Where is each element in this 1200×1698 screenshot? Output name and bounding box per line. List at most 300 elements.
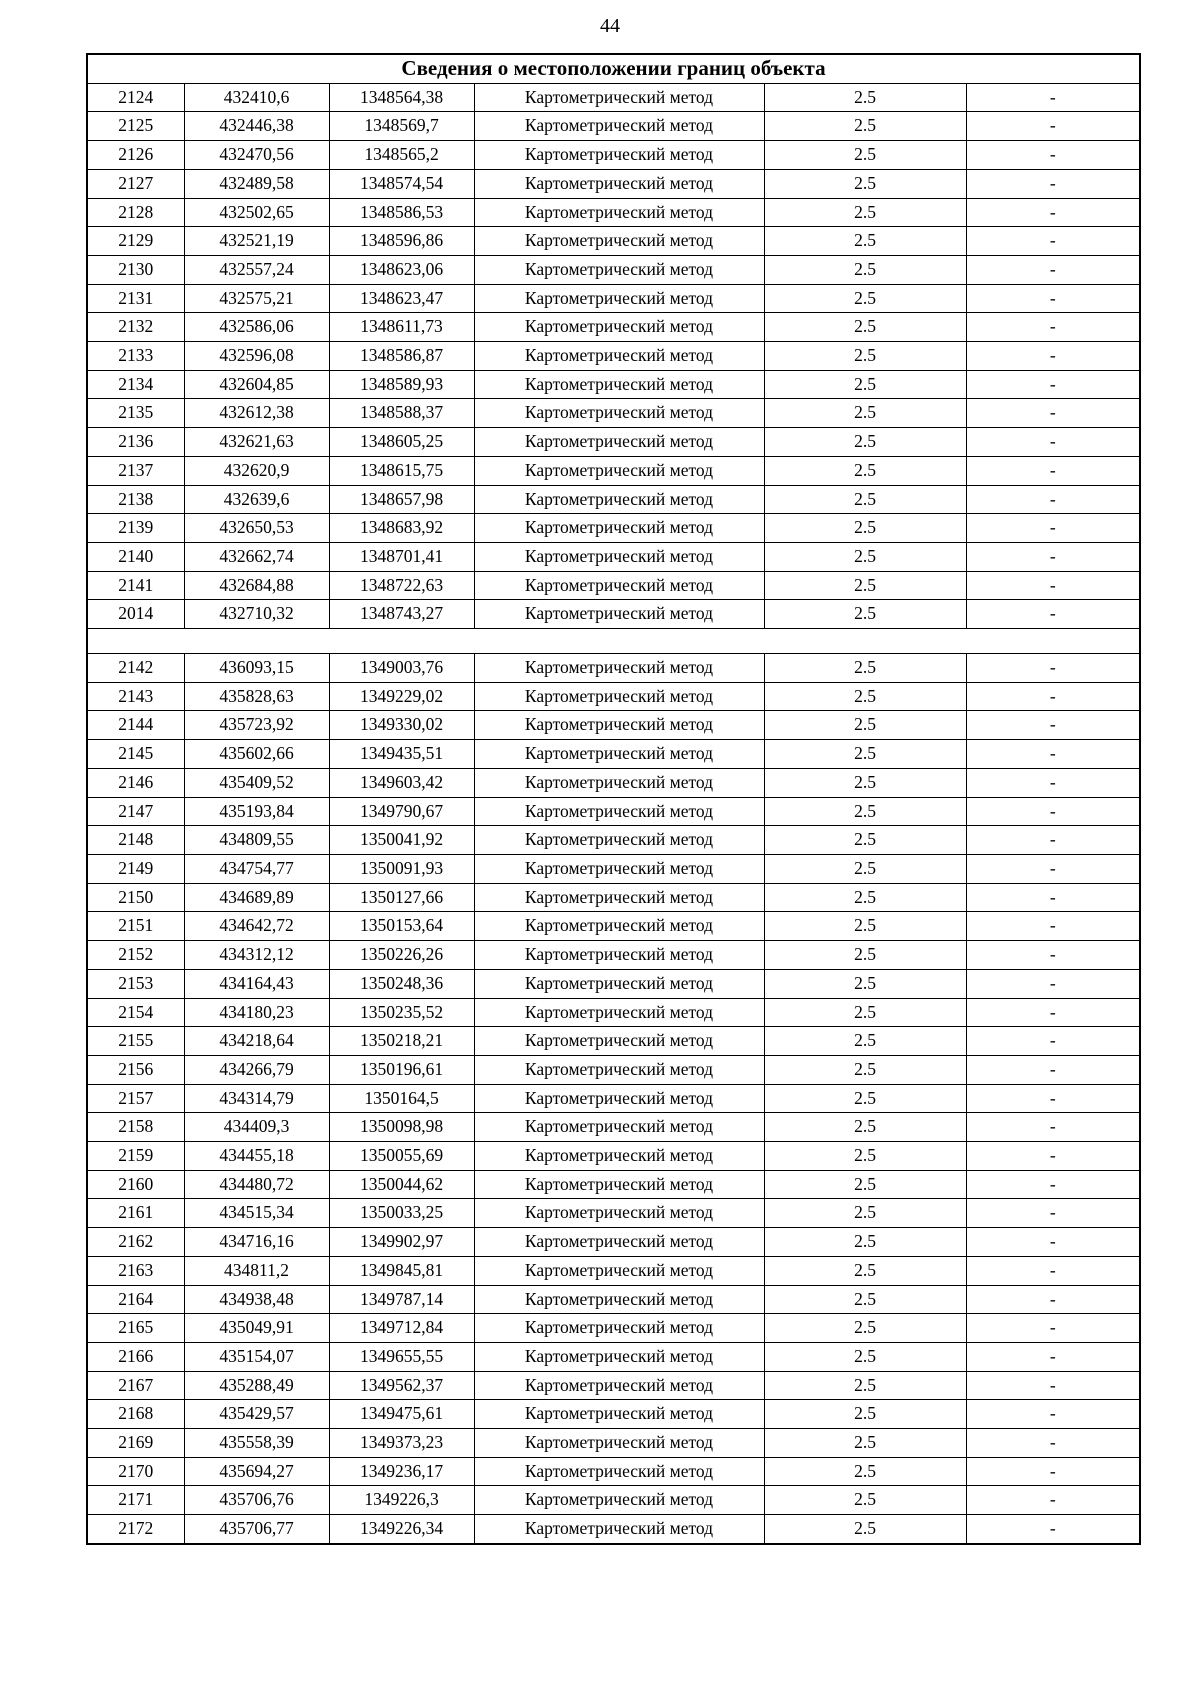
accuracy-cell: 2.5 — [764, 399, 966, 428]
description-cell: - — [966, 969, 1140, 998]
description-cell: - — [966, 1256, 1140, 1285]
x-coordinate-cell: 435558,39 — [184, 1429, 329, 1458]
description-cell: - — [966, 370, 1140, 399]
x-coordinate-cell: 432621,63 — [184, 428, 329, 457]
point-number-cell: 2128 — [87, 198, 184, 227]
x-coordinate-cell: 435288,49 — [184, 1371, 329, 1400]
table-row — [87, 711, 1140, 740]
x-coordinate-cell: 435694,27 — [184, 1457, 329, 1486]
x-coordinate-cell: 432620,9 — [184, 456, 329, 485]
method-cell: Картометрический метод — [474, 514, 764, 543]
accuracy-cell: 2.5 — [764, 227, 966, 256]
description-cell: - — [966, 600, 1140, 629]
table-row — [87, 370, 1140, 399]
method-cell: Картометрический метод — [474, 912, 764, 941]
method-cell: Картометрический метод — [474, 1429, 764, 1458]
table-row — [87, 969, 1140, 998]
method-cell: Картометрический метод — [474, 1084, 764, 1113]
y-coordinate-cell: 1348565,2 — [329, 141, 474, 170]
table-row — [87, 1342, 1140, 1371]
point-number-cell: 2166 — [87, 1342, 184, 1371]
description-cell: - — [966, 399, 1140, 428]
y-coordinate-cell: 1348569,7 — [329, 112, 474, 141]
table-row — [87, 1142, 1140, 1171]
y-coordinate-cell: 1349712,84 — [329, 1314, 474, 1343]
method-cell: Картометрический метод — [474, 768, 764, 797]
point-number-cell: 2143 — [87, 682, 184, 711]
accuracy-cell: 2.5 — [764, 284, 966, 313]
table-row — [87, 112, 1140, 141]
accuracy-cell: 2.5 — [764, 854, 966, 883]
accuracy-cell: 2.5 — [764, 1199, 966, 1228]
description-cell: - — [966, 1084, 1140, 1113]
description-cell: - — [966, 313, 1140, 342]
accuracy-cell: 2.5 — [764, 485, 966, 514]
point-number-cell: 2165 — [87, 1314, 184, 1343]
description-cell: - — [966, 1400, 1140, 1429]
table-row — [87, 1084, 1140, 1113]
point-number-cell: 2151 — [87, 912, 184, 941]
x-coordinate-cell: 432557,24 — [184, 255, 329, 284]
x-coordinate-cell: 435602,66 — [184, 740, 329, 769]
y-coordinate-cell: 1348611,73 — [329, 313, 474, 342]
y-coordinate-cell: 1349562,37 — [329, 1371, 474, 1400]
method-cell: Картометрический метод — [474, 313, 764, 342]
method-cell: Картометрический метод — [474, 740, 764, 769]
method-cell: Картометрический метод — [474, 169, 764, 198]
accuracy-cell: 2.5 — [764, 1457, 966, 1486]
point-number-cell: 2154 — [87, 998, 184, 1027]
description-cell: - — [966, 1515, 1140, 1544]
table-row — [87, 83, 1140, 112]
table-row — [87, 342, 1140, 371]
y-coordinate-cell: 1350033,25 — [329, 1199, 474, 1228]
method-cell: Картометрический метод — [474, 542, 764, 571]
method-cell: Картометрический метод — [474, 1228, 764, 1257]
accuracy-cell: 2.5 — [764, 1285, 966, 1314]
accuracy-cell: 2.5 — [764, 1400, 966, 1429]
table-row — [87, 1486, 1140, 1515]
description-cell: - — [966, 797, 1140, 826]
table-row — [87, 1027, 1140, 1056]
x-coordinate-cell: 434515,34 — [184, 1199, 329, 1228]
accuracy-cell: 2.5 — [764, 1515, 966, 1544]
table-row — [87, 169, 1140, 198]
x-coordinate-cell: 432684,88 — [184, 571, 329, 600]
point-number-cell: 2168 — [87, 1400, 184, 1429]
description-cell: - — [966, 284, 1140, 313]
point-number-cell: 2127 — [87, 169, 184, 198]
description-cell: - — [966, 141, 1140, 170]
y-coordinate-cell: 1349236,17 — [329, 1457, 474, 1486]
table-row — [87, 797, 1140, 826]
y-coordinate-cell: 1348623,06 — [329, 255, 474, 284]
x-coordinate-cell: 432639,6 — [184, 485, 329, 514]
x-coordinate-cell: 434218,64 — [184, 1027, 329, 1056]
table-row — [87, 313, 1140, 342]
accuracy-cell: 2.5 — [764, 370, 966, 399]
point-number-cell: 2150 — [87, 883, 184, 912]
table-row — [87, 227, 1140, 256]
table-row — [87, 141, 1140, 170]
description-cell: - — [966, 1314, 1140, 1343]
x-coordinate-cell: 434312,12 — [184, 941, 329, 970]
point-number-cell: 2144 — [87, 711, 184, 740]
y-coordinate-cell: 1349330,02 — [329, 711, 474, 740]
table-row — [87, 682, 1140, 711]
table-row — [87, 1256, 1140, 1285]
description-cell: - — [966, 83, 1140, 112]
point-number-cell: 2159 — [87, 1142, 184, 1171]
accuracy-cell: 2.5 — [764, 1342, 966, 1371]
accuracy-cell: 2.5 — [764, 998, 966, 1027]
description-cell: - — [966, 912, 1140, 941]
table-row — [87, 1371, 1140, 1400]
table-row — [87, 1113, 1140, 1142]
point-number-cell: 2163 — [87, 1256, 184, 1285]
method-cell: Картометрический метод — [474, 1113, 764, 1142]
method-cell: Картометрический метод — [474, 1515, 764, 1544]
accuracy-cell: 2.5 — [764, 141, 966, 170]
point-number-cell: 2161 — [87, 1199, 184, 1228]
accuracy-cell: 2.5 — [764, 740, 966, 769]
point-number-cell: 2156 — [87, 1055, 184, 1084]
method-cell: Картометрический метод — [474, 1285, 764, 1314]
y-coordinate-cell: 1350226,26 — [329, 941, 474, 970]
accuracy-cell: 2.5 — [764, 654, 966, 683]
y-coordinate-cell: 1349787,14 — [329, 1285, 474, 1314]
table-row — [87, 284, 1140, 313]
x-coordinate-cell: 434689,89 — [184, 883, 329, 912]
point-number-cell: 2169 — [87, 1429, 184, 1458]
method-cell: Картометрический метод — [474, 141, 764, 170]
y-coordinate-cell: 1348588,37 — [329, 399, 474, 428]
accuracy-cell: 2.5 — [764, 169, 966, 198]
description-cell: - — [966, 1285, 1140, 1314]
point-number-cell: 2137 — [87, 456, 184, 485]
x-coordinate-cell: 432446,38 — [184, 112, 329, 141]
y-coordinate-cell: 1350044,62 — [329, 1170, 474, 1199]
point-number-cell: 2164 — [87, 1285, 184, 1314]
point-number-cell: 2152 — [87, 941, 184, 970]
description-cell: - — [966, 1457, 1140, 1486]
point-number-cell: 2135 — [87, 399, 184, 428]
accuracy-cell: 2.5 — [764, 1084, 966, 1113]
y-coordinate-cell: 1349790,67 — [329, 797, 474, 826]
description-cell: - — [966, 941, 1140, 970]
x-coordinate-cell: 432502,65 — [184, 198, 329, 227]
accuracy-cell: 2.5 — [764, 600, 966, 629]
accuracy-cell: 2.5 — [764, 1314, 966, 1343]
y-coordinate-cell: 1348586,53 — [329, 198, 474, 227]
y-coordinate-cell: 1349373,23 — [329, 1429, 474, 1458]
table-row — [87, 941, 1140, 970]
table-title-row — [87, 54, 1140, 83]
accuracy-cell: 2.5 — [764, 1486, 966, 1515]
y-coordinate-cell: 1348743,27 — [329, 600, 474, 629]
x-coordinate-cell: 434754,77 — [184, 854, 329, 883]
description-cell: - — [966, 542, 1140, 571]
method-cell: Картометрический метод — [474, 1486, 764, 1515]
method-cell: Картометрический метод — [474, 83, 764, 112]
x-coordinate-cell: 434266,79 — [184, 1055, 329, 1084]
accuracy-cell: 2.5 — [764, 571, 966, 600]
table-row — [87, 1199, 1140, 1228]
accuracy-cell: 2.5 — [764, 1142, 966, 1171]
description-cell: - — [966, 854, 1140, 883]
description-cell: - — [966, 227, 1140, 256]
y-coordinate-cell: 1350153,64 — [329, 912, 474, 941]
method-cell: Картометрический метод — [474, 682, 764, 711]
x-coordinate-cell: 436093,15 — [184, 654, 329, 683]
y-coordinate-cell: 1349435,51 — [329, 740, 474, 769]
table-row — [87, 456, 1140, 485]
group-separator-row — [87, 629, 1140, 654]
x-coordinate-cell: 432596,08 — [184, 342, 329, 371]
point-number-cell: 2140 — [87, 542, 184, 571]
method-cell: Картометрический метод — [474, 1199, 764, 1228]
page-number: 44 — [600, 15, 620, 37]
y-coordinate-cell: 1348586,87 — [329, 342, 474, 371]
description-cell: - — [966, 428, 1140, 457]
point-number-cell: 2130 — [87, 255, 184, 284]
description-cell: - — [966, 571, 1140, 600]
point-number-cell: 2170 — [87, 1457, 184, 1486]
method-cell: Картометрический метод — [474, 1256, 764, 1285]
y-coordinate-cell: 1348564,38 — [329, 83, 474, 112]
accuracy-cell: 2.5 — [764, 342, 966, 371]
description-cell: - — [966, 998, 1140, 1027]
accuracy-cell: 2.5 — [764, 883, 966, 912]
x-coordinate-cell: 432470,56 — [184, 141, 329, 170]
x-coordinate-cell: 432612,38 — [184, 399, 329, 428]
table-title: Сведения о местоположении границ объекта — [87, 54, 1140, 83]
x-coordinate-cell: 432662,74 — [184, 542, 329, 571]
method-cell: Картометрический метод — [474, 941, 764, 970]
x-coordinate-cell: 434480,72 — [184, 1170, 329, 1199]
x-coordinate-cell: 432575,21 — [184, 284, 329, 313]
method-cell: Картометрический метод — [474, 1400, 764, 1429]
accuracy-cell: 2.5 — [764, 1170, 966, 1199]
point-number-cell: 2167 — [87, 1371, 184, 1400]
table-body — [87, 54, 1140, 1544]
method-cell: Картометрический метод — [474, 227, 764, 256]
table-row — [87, 854, 1140, 883]
y-coordinate-cell: 1350164,5 — [329, 1084, 474, 1113]
method-cell: Картометрический метод — [474, 826, 764, 855]
description-cell: - — [966, 1342, 1140, 1371]
accuracy-cell: 2.5 — [764, 542, 966, 571]
point-number-cell: 2129 — [87, 227, 184, 256]
table-row — [87, 428, 1140, 457]
method-cell: Картометрический метод — [474, 1055, 764, 1084]
y-coordinate-cell: 1348589,93 — [329, 370, 474, 399]
description-cell: - — [966, 112, 1140, 141]
description-cell: - — [966, 1055, 1140, 1084]
table-row — [87, 740, 1140, 769]
accuracy-cell: 2.5 — [764, 941, 966, 970]
table-row — [87, 1429, 1140, 1458]
boundary-coordinates-table — [86, 53, 1141, 1545]
table-row — [87, 198, 1140, 227]
table-row — [87, 654, 1140, 683]
description-cell: - — [966, 255, 1140, 284]
method-cell: Картометрический метод — [474, 1142, 764, 1171]
table-row — [87, 1515, 1140, 1544]
x-coordinate-cell: 432710,32 — [184, 600, 329, 629]
accuracy-cell: 2.5 — [764, 969, 966, 998]
x-coordinate-cell: 435409,52 — [184, 768, 329, 797]
accuracy-cell: 2.5 — [764, 83, 966, 112]
y-coordinate-cell: 1348657,98 — [329, 485, 474, 514]
method-cell: Картометрический метод — [474, 654, 764, 683]
table-row — [87, 768, 1140, 797]
x-coordinate-cell: 432489,58 — [184, 169, 329, 198]
table-row — [87, 571, 1140, 600]
y-coordinate-cell: 1348722,63 — [329, 571, 474, 600]
description-cell: - — [966, 1170, 1140, 1199]
method-cell: Картометрический метод — [474, 485, 764, 514]
point-number-cell: 2160 — [87, 1170, 184, 1199]
method-cell: Картометрический метод — [474, 998, 764, 1027]
x-coordinate-cell: 432586,06 — [184, 313, 329, 342]
description-cell: - — [966, 1199, 1140, 1228]
accuracy-cell: 2.5 — [764, 1429, 966, 1458]
y-coordinate-cell: 1349845,81 — [329, 1256, 474, 1285]
point-number-cell: 2153 — [87, 969, 184, 998]
point-number-cell: 2125 — [87, 112, 184, 141]
accuracy-cell: 2.5 — [764, 797, 966, 826]
x-coordinate-cell: 434811,2 — [184, 1256, 329, 1285]
accuracy-cell: 2.5 — [764, 682, 966, 711]
accuracy-cell: 2.5 — [764, 255, 966, 284]
y-coordinate-cell: 1349226,3 — [329, 1486, 474, 1515]
x-coordinate-cell: 434809,55 — [184, 826, 329, 855]
description-cell: - — [966, 682, 1140, 711]
description-cell: - — [966, 1486, 1140, 1515]
accuracy-cell: 2.5 — [764, 1228, 966, 1257]
method-cell: Картометрический метод — [474, 198, 764, 227]
method-cell: Картометрический метод — [474, 969, 764, 998]
method-cell: Картометрический метод — [474, 854, 764, 883]
table-row — [87, 1055, 1140, 1084]
point-number-cell: 2158 — [87, 1113, 184, 1142]
point-number-cell: 2131 — [87, 284, 184, 313]
accuracy-cell: 2.5 — [764, 826, 966, 855]
x-coordinate-cell: 435706,76 — [184, 1486, 329, 1515]
description-cell: - — [966, 740, 1140, 769]
group-separator-cell — [87, 629, 1140, 654]
accuracy-cell: 2.5 — [764, 313, 966, 342]
x-coordinate-cell: 434180,23 — [184, 998, 329, 1027]
x-coordinate-cell: 434716,16 — [184, 1228, 329, 1257]
description-cell: - — [966, 1027, 1140, 1056]
y-coordinate-cell: 1348701,41 — [329, 542, 474, 571]
y-coordinate-cell: 1349655,55 — [329, 1342, 474, 1371]
method-cell: Картометрический метод — [474, 399, 764, 428]
description-cell: - — [966, 342, 1140, 371]
method-cell: Картометрический метод — [474, 456, 764, 485]
y-coordinate-cell: 1350055,69 — [329, 1142, 474, 1171]
point-number-cell: 2149 — [87, 854, 184, 883]
accuracy-cell: 2.5 — [764, 1027, 966, 1056]
method-cell: Картометрический метод — [474, 112, 764, 141]
accuracy-cell: 2.5 — [764, 912, 966, 941]
description-cell: - — [966, 1142, 1140, 1171]
y-coordinate-cell: 1349229,02 — [329, 682, 474, 711]
x-coordinate-cell: 432410,6 — [184, 83, 329, 112]
method-cell: Картометрический метод — [474, 797, 764, 826]
description-cell: - — [966, 1228, 1140, 1257]
method-cell: Картометрический метод — [474, 600, 764, 629]
description-cell: - — [966, 1113, 1140, 1142]
accuracy-cell: 2.5 — [764, 1256, 966, 1285]
y-coordinate-cell: 1348605,25 — [329, 428, 474, 457]
point-number-cell: 2146 — [87, 768, 184, 797]
y-coordinate-cell: 1350127,66 — [329, 883, 474, 912]
accuracy-cell: 2.5 — [764, 456, 966, 485]
x-coordinate-cell: 435429,57 — [184, 1400, 329, 1429]
point-number-cell: 2139 — [87, 514, 184, 543]
table-row — [87, 255, 1140, 284]
x-coordinate-cell: 435193,84 — [184, 797, 329, 826]
x-coordinate-cell: 435706,77 — [184, 1515, 329, 1544]
method-cell: Картометрический метод — [474, 883, 764, 912]
x-coordinate-cell: 432521,19 — [184, 227, 329, 256]
accuracy-cell: 2.5 — [764, 1055, 966, 1084]
y-coordinate-cell: 1349902,97 — [329, 1228, 474, 1257]
point-number-cell: 2148 — [87, 826, 184, 855]
method-cell: Картометрический метод — [474, 1170, 764, 1199]
x-coordinate-cell: 435828,63 — [184, 682, 329, 711]
table-row — [87, 883, 1140, 912]
accuracy-cell: 2.5 — [764, 514, 966, 543]
point-number-cell: 2172 — [87, 1515, 184, 1544]
method-cell: Картометрический метод — [474, 1027, 764, 1056]
accuracy-cell: 2.5 — [764, 198, 966, 227]
method-cell: Картометрический метод — [474, 370, 764, 399]
method-cell: Картометрический метод — [474, 711, 764, 740]
point-number-cell: 2162 — [87, 1228, 184, 1257]
point-number-cell: 2138 — [87, 485, 184, 514]
point-number-cell: 2134 — [87, 370, 184, 399]
point-number-cell: 2157 — [87, 1084, 184, 1113]
method-cell: Картометрический метод — [474, 1314, 764, 1343]
point-number-cell: 2141 — [87, 571, 184, 600]
point-number-cell: 2132 — [87, 313, 184, 342]
y-coordinate-cell: 1348596,86 — [329, 227, 474, 256]
accuracy-cell: 2.5 — [764, 768, 966, 797]
point-number-cell: 2142 — [87, 654, 184, 683]
description-cell: - — [966, 711, 1140, 740]
table-row — [87, 1170, 1140, 1199]
method-cell: Картометрический метод — [474, 1371, 764, 1400]
accuracy-cell: 2.5 — [764, 1113, 966, 1142]
description-cell: - — [966, 456, 1140, 485]
accuracy-cell: 2.5 — [764, 428, 966, 457]
table-row — [87, 912, 1140, 941]
x-coordinate-cell: 435723,92 — [184, 711, 329, 740]
y-coordinate-cell: 1350041,92 — [329, 826, 474, 855]
description-cell: - — [966, 826, 1140, 855]
description-cell: - — [966, 514, 1140, 543]
point-number-cell: 2147 — [87, 797, 184, 826]
y-coordinate-cell: 1350098,98 — [329, 1113, 474, 1142]
y-coordinate-cell: 1348615,75 — [329, 456, 474, 485]
x-coordinate-cell: 432604,85 — [184, 370, 329, 399]
y-coordinate-cell: 1349475,61 — [329, 1400, 474, 1429]
point-number-cell: 2145 — [87, 740, 184, 769]
